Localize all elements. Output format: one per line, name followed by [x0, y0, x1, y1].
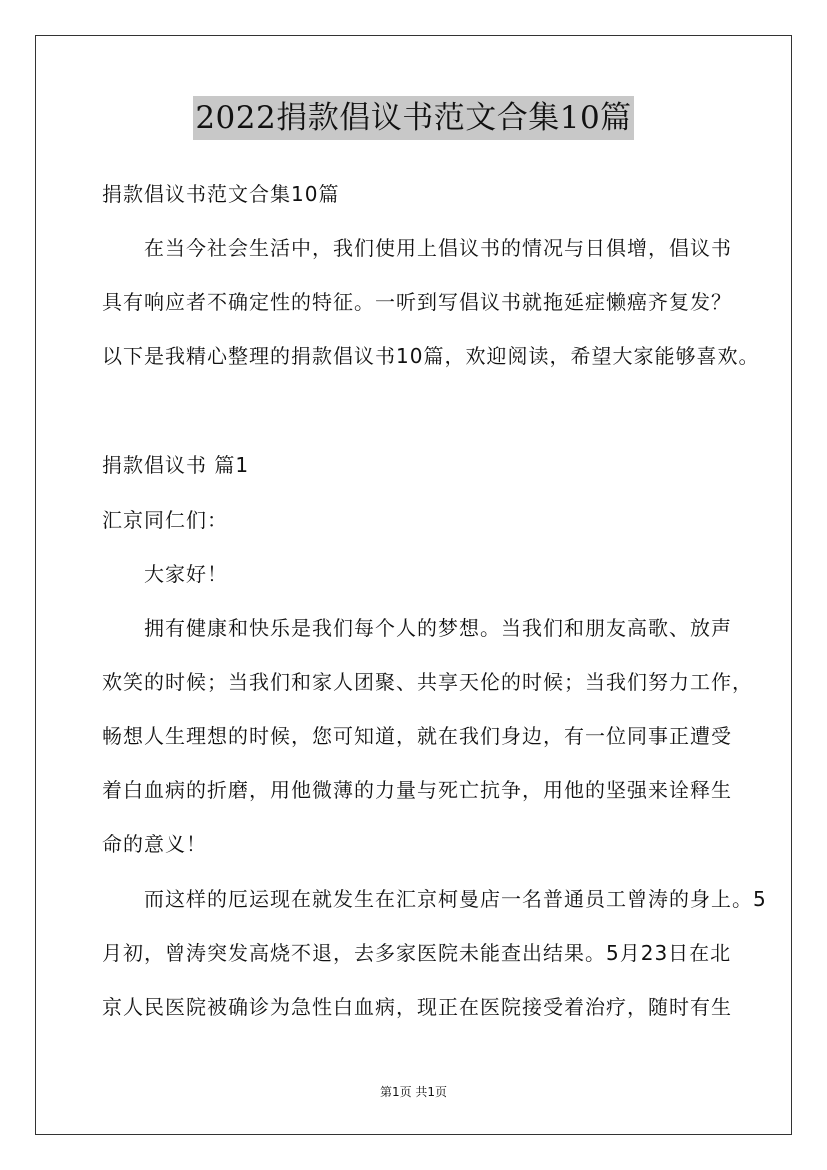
document-subtitle: 捐款倡议书范文合集10篇	[102, 182, 340, 206]
page-footer: 第1页 共1页	[379, 1085, 448, 1099]
title-container	[0, 96, 827, 140]
paragraph-line: 畅想人生理想的时候，您可知道，就在我们身边，有一位同事正遭受	[102, 724, 732, 748]
paragraph-line: 京人民医院被确诊为急性白血病，现正在医院接受着治疗，随时有生	[102, 995, 732, 1019]
document-title: 2022捐款倡议书范文合集10篇	[193, 96, 633, 140]
section-heading: 捐款倡议书 篇1	[102, 453, 250, 477]
paragraph-line: 命的意义！	[102, 832, 207, 856]
intro-line: 在当今社会生活中，我们使用上倡议书的情况与日俱增，倡议书	[144, 236, 732, 260]
intro-line: 具有响应者不确定性的特征。一听到写倡议书就拖延症懒癌齐复发？	[102, 290, 732, 314]
greeting: 大家好！	[144, 562, 228, 586]
paragraph-line: 欢笑的时候；当我们和家人团聚、共享天伦的时候；当我们努力工作，	[102, 670, 753, 694]
paragraph-line: 月初，曾涛突发高烧不退，去多家医院未能查出结果。5月23日在北	[102, 941, 732, 965]
paragraph-line: 拥有健康和快乐是我们每个人的梦想。当我们和朋友高歌、放声	[144, 616, 732, 640]
salutation: 汇京同仁们：	[102, 508, 228, 532]
intro-line: 以下是我精心整理的捐款倡议书10篇，欢迎阅读，希望大家能够喜欢。	[102, 344, 760, 368]
paragraph-line: 着白血病的折磨，用他微薄的力量与死亡抗争，用他的坚强来诠释生	[102, 778, 732, 802]
paragraph-line: 而这样的厄运现在就发生在汇京柯曼店一名普通员工曾涛的身上。5	[144, 887, 767, 911]
